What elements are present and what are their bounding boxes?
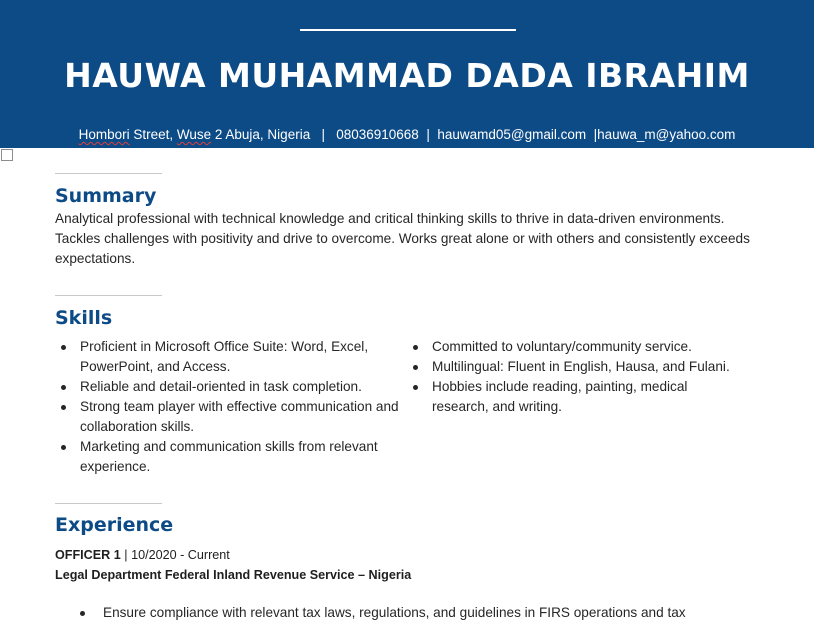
- skill-item: Hobbies include reading, painting, medical research, and writing.: [407, 377, 747, 417]
- skill-item: Proficient in Microsoft Office Suite: Word, Excel, PowerPoint, and Access.: [55, 337, 407, 377]
- contact-line: [0, 126, 814, 144]
- area-word: Wuse: [176, 127, 212, 142]
- resume-header: [0, 0, 814, 148]
- separator: |: [310, 127, 337, 142]
- skills-list-right: [407, 337, 747, 417]
- skill-item: Multilingual: Fluent in English, Hausa, and Fulani.: [407, 357, 747, 377]
- candidate-name: HAUWA MUHAMMAD DADA IBRAHIM: [64, 56, 750, 95]
- summary-heading: Summary: [55, 185, 157, 207]
- job-duty-item: Ensure compliance with relevant tax laws, regulations, and guidelines in FIRS operations and tax: [80, 603, 686, 623]
- summary-divider: [55, 173, 162, 174]
- separator: |: [586, 127, 598, 142]
- job-title-line: [55, 546, 230, 564]
- experience-heading: Experience: [55, 514, 174, 536]
- summary-text: Analytical professional with technical knowledge and critical thinking skills to thrive in data-driven environments. Tackles challenges with positivity and drive to overcome. Works great alone or with others and consistently exceeds expectations.: [55, 211, 750, 266]
- job-dates: 10/2020 - Current: [131, 548, 230, 562]
- address-rest: 2 Abuja, Nigeria: [211, 127, 311, 142]
- header-divider: [300, 29, 516, 31]
- skill-item: Marketing and communication skills from relevant experience.: [55, 437, 407, 477]
- separator: |: [120, 548, 132, 562]
- email-primary[interactable]: hauwamd05@gmail.com: [437, 127, 587, 142]
- phone-number: 08036910668: [336, 127, 419, 142]
- job-employer: Legal Department Federal Inland Revenue Service – Nigeria: [55, 568, 412, 582]
- skill-item: Strong team player with effective communication and collaboration skills.: [55, 397, 407, 437]
- skills-list-left: [55, 337, 407, 477]
- skills-heading: Skills: [55, 307, 113, 329]
- separator: |: [418, 127, 438, 142]
- street-word: Hombori: [78, 127, 130, 142]
- street-rest: Street,: [129, 127, 177, 142]
- table-select-checkbox[interactable]: [1, 149, 13, 161]
- experience-divider: [55, 503, 162, 504]
- skills-divider: [55, 295, 162, 296]
- email-secondary[interactable]: hauwa_m@yahoo.com: [597, 127, 736, 142]
- skill-item: Reliable and detail-oriented in task completion.: [55, 377, 407, 397]
- job-role: OFFICER 1: [55, 548, 121, 562]
- skill-item: Committed to voluntary/community service.: [407, 337, 747, 357]
